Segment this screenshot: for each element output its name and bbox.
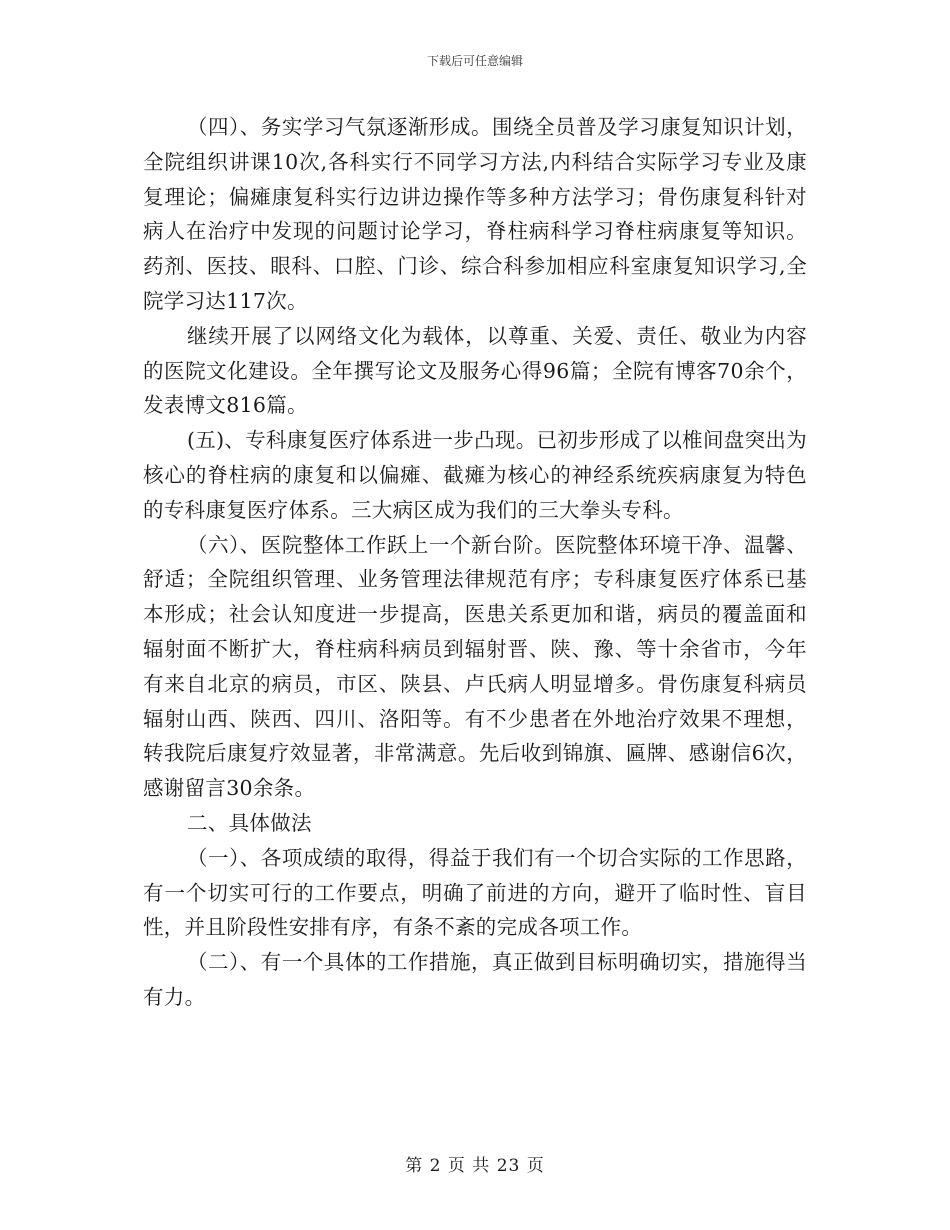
paragraph-2-work-measures: （二）、有一个具体的工作措施，真正做到目标明确切实，措施得当有力。	[143, 950, 807, 1009]
paragraph-1-work-approach: （一）、各项成绩的取得，得益于我们有一个切合实际的工作思路，有一个切实可行的工作要点，明确了前进的方向，避开了临时性、盲目性，并且阶段性安排有序，有条不紊的完成各项工作。	[143, 845, 807, 940]
document-body	[143, 110, 807, 1015]
page-header: 下载后可任意编辑	[426, 54, 523, 68]
paragraph-hospital-culture: 继续开展了以网络文化为载体，以尊重、关爱、责任、敬业为内容的医院文化建设。全年撰写论文及服务心得96篇；全院有博客70余个，发表博文816篇。	[143, 323, 807, 418]
paragraph-6-new-level: （六）、医院整体工作跃上一个新台阶。医院整体环境干净、温馨、舒适；全院组织管理、业务管理法律规范有序；专科康复医疗体系已基本形成；社会认知度进一步提高，医患关系更加和谐，病员的覆盖面和辐射面不断扩大，脊柱病科病员到辐射晋、陕、豫、等十余省市，今年有来自北京的病员，市区、陕县、卢氏病人明显增多。骨伤康复科病员辐射山西、陕西、四川、洛阳等。有不少患者在外地治疗效果不理想，转我院后康复疗效显著，非常满意。先后收到锦旗、匾牌、感谢信6次，感谢留言30余条。	[143, 532, 807, 801]
page-footer-page-number: 第 2 页 共 23 页	[405, 1156, 545, 1176]
paragraph-5-specialty-system: (五)、专科康复医疗体系进一步凸现。已初步形成了以椎间盘突出为核心的脊柱病的康复和以偏瘫、截瘫为核心的神经系统疾病康复为特色的专科康复医疗体系。三大病区成为我们的三大拳头专科。	[143, 428, 807, 522]
section-heading-specific-methods: 二、具体做法	[187, 810, 312, 835]
paragraph-4-study-atmosphere: （四）、务实学习气氛逐渐形成。围绕全员普及学习康复知识计划，全院组织讲课10次,各科实行不同学习方法,内科结合实际学习专业及康复理论；偏瘫康复科实行边讲边操作等多种方法学习；骨伤康复科针对病人在治疗中发现的问题讨论学习，脊柱病科学习脊柱病康复等知识。药剂、医技、眼科、口腔、门诊、综合科参加相应科室康复知识学习,全院学习达117次。	[143, 115, 807, 313]
